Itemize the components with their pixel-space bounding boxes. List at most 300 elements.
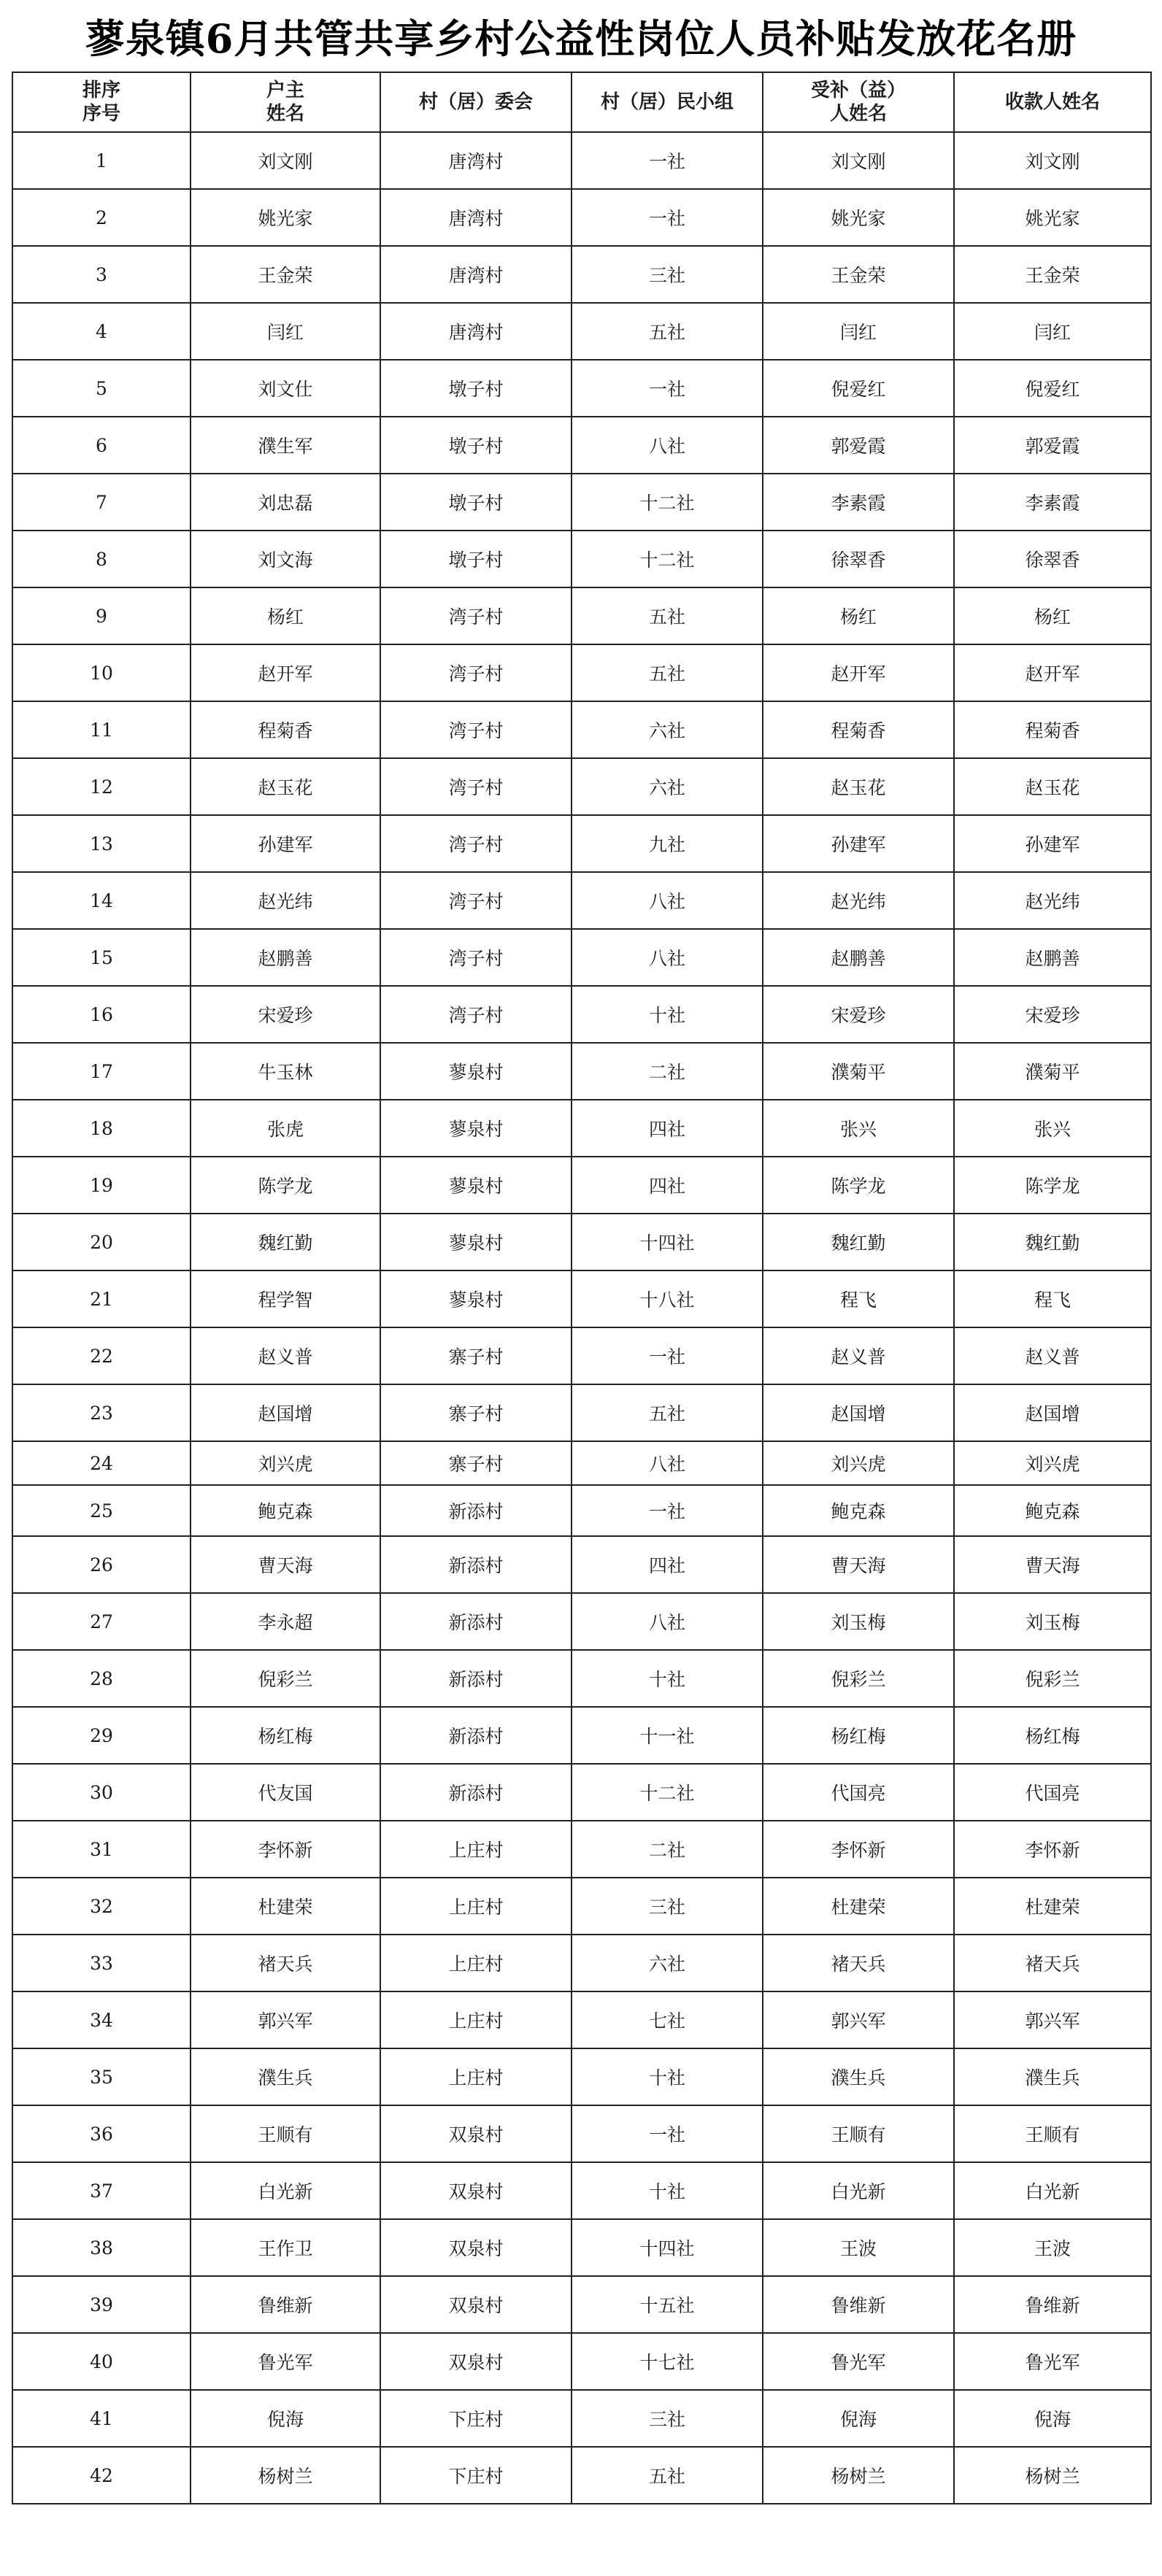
cell-village-committee: 寨子村 [380, 1441, 572, 1485]
cell-payee-name: 刘兴虎 [954, 1441, 1151, 1485]
cell-beneficiary-name: 赵光纬 [763, 872, 954, 929]
table-row [12, 1707, 1151, 1764]
cell-payee-name: 刘文刚 [954, 132, 1151, 189]
cell-village-committee: 双泉村 [380, 2105, 572, 2162]
cell-beneficiary-name: 陈学龙 [763, 1157, 954, 1214]
cell-payee-name: 杜建荣 [954, 1878, 1151, 1935]
table-row [12, 1270, 1151, 1327]
cell-householder-name: 王顺有 [191, 2105, 380, 2162]
cell-payee-name: 倪彩兰 [954, 1650, 1151, 1707]
table-row [12, 1214, 1151, 1270]
cell-serial-number: 13 [12, 815, 191, 872]
cell-serial-number: 18 [12, 1100, 191, 1157]
cell-serial-number: 7 [12, 474, 191, 531]
table-row [12, 758, 1151, 815]
cell-villager-group: 九社 [572, 815, 763, 872]
cell-beneficiary-name: 刘文刚 [763, 132, 954, 189]
header-label-line: 收款人姓名 [1004, 91, 1100, 113]
table-row [12, 132, 1151, 189]
cell-village-committee: 上庄村 [380, 1821, 572, 1878]
header-householder-name [191, 72, 380, 132]
cell-village-committee: 新添村 [380, 1593, 572, 1650]
table-row [12, 1991, 1151, 2048]
cell-villager-group: 一社 [572, 1327, 763, 1384]
cell-payee-name: 濮菊平 [954, 1043, 1151, 1100]
cell-beneficiary-name: 徐翠香 [763, 531, 954, 587]
cell-serial-number: 22 [12, 1327, 191, 1384]
cell-villager-group: 二社 [572, 1043, 763, 1100]
cell-householder-name: 杨红 [191, 587, 380, 644]
cell-villager-group: 三社 [572, 246, 763, 303]
table-row [12, 1764, 1151, 1821]
cell-villager-group: 十社 [572, 2162, 763, 2219]
cell-serial-number: 16 [12, 986, 191, 1043]
header-village-committee [380, 72, 572, 132]
cell-villager-group: 六社 [572, 701, 763, 758]
cell-beneficiary-name: 倪彩兰 [763, 1650, 954, 1707]
cell-village-committee: 上庄村 [380, 1935, 572, 1991]
table-row [12, 644, 1151, 701]
cell-beneficiary-name: 赵义普 [763, 1327, 954, 1384]
table-row [12, 1441, 1151, 1485]
cell-serial-number: 14 [12, 872, 191, 929]
table-header [12, 72, 1151, 132]
cell-villager-group: 十二社 [572, 474, 763, 531]
cell-payee-name: 陈学龙 [954, 1157, 1151, 1214]
cell-payee-name: 王顺有 [954, 2105, 1151, 2162]
cell-serial-number: 20 [12, 1214, 191, 1270]
table-row [12, 1593, 1151, 1650]
cell-beneficiary-name: 刘玉梅 [763, 1593, 954, 1650]
cell-beneficiary-name: 鲁光军 [763, 2333, 954, 2390]
cell-village-committee: 蓼泉村 [380, 1157, 572, 1214]
cell-beneficiary-name: 刘兴虎 [763, 1441, 954, 1485]
cell-beneficiary-name: 褚天兵 [763, 1935, 954, 1991]
cell-householder-name: 宋爱珍 [191, 986, 380, 1043]
cell-householder-name: 赵开军 [191, 644, 380, 701]
cell-householder-name: 濮生兵 [191, 2048, 380, 2105]
cell-villager-group: 十五社 [572, 2276, 763, 2333]
cell-villager-group: 八社 [572, 929, 763, 986]
table-row [12, 189, 1151, 246]
cell-householder-name: 闫红 [191, 303, 380, 360]
cell-village-committee: 蓼泉村 [380, 1043, 572, 1100]
table-body [12, 132, 1151, 2504]
cell-village-committee: 湾子村 [380, 701, 572, 758]
cell-beneficiary-name: 郭爱霞 [763, 417, 954, 474]
cell-payee-name: 王波 [954, 2219, 1151, 2276]
cell-villager-group: 十社 [572, 1650, 763, 1707]
cell-village-committee: 双泉村 [380, 2276, 572, 2333]
table-row [12, 1650, 1151, 1707]
cell-serial-number: 38 [12, 2219, 191, 2276]
cell-payee-name: 赵义普 [954, 1327, 1151, 1384]
cell-payee-name: 程菊香 [954, 701, 1151, 758]
cell-householder-name: 刘文海 [191, 531, 380, 587]
cell-serial-number: 30 [12, 1764, 191, 1821]
cell-villager-group: 十二社 [572, 531, 763, 587]
cell-serial-number: 19 [12, 1157, 191, 1214]
header-label-line: 序号 [82, 103, 120, 125]
cell-payee-name: 郭爱霞 [954, 417, 1151, 474]
table-row [12, 531, 1151, 587]
cell-payee-name: 曹天海 [954, 1536, 1151, 1593]
cell-villager-group: 三社 [572, 2390, 763, 2447]
table-row [12, 2048, 1151, 2105]
cell-serial-number: 21 [12, 1270, 191, 1327]
cell-serial-number: 32 [12, 1878, 191, 1935]
cell-village-committee: 湾子村 [380, 644, 572, 701]
header-label-line: 排序 [82, 80, 120, 101]
cell-beneficiary-name: 倪海 [763, 2390, 954, 2447]
cell-villager-group: 四社 [572, 1536, 763, 1593]
table-row [12, 1100, 1151, 1157]
cell-payee-name: 魏红勤 [954, 1214, 1151, 1270]
cell-payee-name: 徐翠香 [954, 531, 1151, 587]
cell-householder-name: 赵玉花 [191, 758, 380, 815]
cell-beneficiary-name: 曹天海 [763, 1536, 954, 1593]
cell-beneficiary-name: 郭兴军 [763, 1991, 954, 2048]
cell-villager-group: 二社 [572, 1821, 763, 1878]
cell-village-committee: 上庄村 [380, 2048, 572, 2105]
header-villager-group [572, 72, 763, 132]
cell-payee-name: 郭兴军 [954, 1991, 1151, 2048]
header-label-line: 受补（益） [810, 80, 906, 101]
cell-beneficiary-name: 程飞 [763, 1270, 954, 1327]
cell-beneficiary-name: 李素霞 [763, 474, 954, 531]
cell-payee-name: 倪海 [954, 2390, 1151, 2447]
cell-householder-name: 李怀新 [191, 1821, 380, 1878]
cell-serial-number: 12 [12, 758, 191, 815]
table-row [12, 360, 1151, 417]
table-row [12, 701, 1151, 758]
cell-village-committee: 上庄村 [380, 1991, 572, 2048]
table-row [12, 1821, 1151, 1878]
cell-villager-group: 六社 [572, 758, 763, 815]
cell-beneficiary-name: 张兴 [763, 1100, 954, 1157]
cell-householder-name: 程学智 [191, 1270, 380, 1327]
cell-beneficiary-name: 闫红 [763, 303, 954, 360]
cell-householder-name: 孙建军 [191, 815, 380, 872]
table-row [12, 2276, 1151, 2333]
cell-serial-number: 2 [12, 189, 191, 246]
cell-serial-number: 23 [12, 1384, 191, 1441]
cell-payee-name: 李怀新 [954, 1821, 1151, 1878]
cell-serial-number: 25 [12, 1485, 191, 1536]
table-row [12, 246, 1151, 303]
cell-village-committee: 唐湾村 [380, 132, 572, 189]
cell-village-committee: 寨子村 [380, 1327, 572, 1384]
cell-serial-number: 39 [12, 2276, 191, 2333]
cell-householder-name: 鲍克森 [191, 1485, 380, 1536]
cell-village-committee: 下庄村 [380, 2390, 572, 2447]
cell-beneficiary-name: 赵国增 [763, 1384, 954, 1441]
cell-village-committee: 双泉村 [380, 2333, 572, 2390]
cell-payee-name: 赵玉花 [954, 758, 1151, 815]
cell-beneficiary-name: 孙建军 [763, 815, 954, 872]
cell-payee-name: 倪爱红 [954, 360, 1151, 417]
table-row [12, 2447, 1151, 2504]
cell-householder-name: 赵光纬 [191, 872, 380, 929]
cell-householder-name: 赵义普 [191, 1327, 380, 1384]
cell-villager-group: 四社 [572, 1100, 763, 1157]
cell-serial-number: 27 [12, 1593, 191, 1650]
table-row [12, 2219, 1151, 2276]
cell-payee-name: 鲍克森 [954, 1485, 1151, 1536]
cell-village-committee: 墩子村 [380, 360, 572, 417]
cell-beneficiary-name: 姚光家 [763, 189, 954, 246]
cell-beneficiary-name: 赵玉花 [763, 758, 954, 815]
table-row [12, 2333, 1151, 2390]
table-row [12, 1157, 1151, 1214]
cell-serial-number: 41 [12, 2390, 191, 2447]
cell-serial-number: 33 [12, 1935, 191, 1991]
cell-beneficiary-name: 杨红梅 [763, 1707, 954, 1764]
cell-beneficiary-name: 王金荣 [763, 246, 954, 303]
cell-payee-name: 代国亮 [954, 1764, 1151, 1821]
cell-householder-name: 刘忠磊 [191, 474, 380, 531]
cell-villager-group: 一社 [572, 360, 763, 417]
cell-serial-number: 26 [12, 1536, 191, 1593]
cell-village-committee: 湾子村 [380, 758, 572, 815]
cell-villager-group: 八社 [572, 1441, 763, 1485]
cell-villager-group: 十一社 [572, 1707, 763, 1764]
table-row [12, 1935, 1151, 1991]
page-title: 蓼泉镇6月共管共享乡村公益性岗位人员补贴发放花名册 [85, 15, 1077, 62]
table-row [12, 1043, 1151, 1100]
cell-village-committee: 下庄村 [380, 2447, 572, 2504]
cell-village-committee: 双泉村 [380, 2162, 572, 2219]
header-label-line: 村（居）委会 [418, 91, 533, 113]
cell-householder-name: 牛玉林 [191, 1043, 380, 1100]
roster-table [12, 72, 1152, 2504]
cell-householder-name: 褚天兵 [191, 1935, 380, 1991]
table-row [12, 587, 1151, 644]
cell-villager-group: 十四社 [572, 1214, 763, 1270]
cell-payee-name: 程飞 [954, 1270, 1151, 1327]
cell-village-committee: 新添村 [380, 1707, 572, 1764]
cell-beneficiary-name: 王波 [763, 2219, 954, 2276]
cell-serial-number: 4 [12, 303, 191, 360]
cell-beneficiary-name: 鲁维新 [763, 2276, 954, 2333]
cell-householder-name: 白光新 [191, 2162, 380, 2219]
cell-payee-name: 姚光家 [954, 189, 1151, 246]
cell-householder-name: 刘文仕 [191, 360, 380, 417]
cell-payee-name: 赵光纬 [954, 872, 1151, 929]
header-beneficiary-name [763, 72, 954, 132]
cell-payee-name: 孙建军 [954, 815, 1151, 872]
cell-serial-number: 34 [12, 1991, 191, 2048]
cell-householder-name: 鲁维新 [191, 2276, 380, 2333]
header-label-line: 人姓名 [829, 103, 887, 125]
cell-beneficiary-name: 杜建荣 [763, 1878, 954, 1935]
cell-villager-group: 一社 [572, 1485, 763, 1536]
cell-serial-number: 10 [12, 644, 191, 701]
table-row [12, 417, 1151, 474]
cell-payee-name: 褚天兵 [954, 1935, 1151, 1991]
cell-villager-group: 七社 [572, 1991, 763, 2048]
cell-householder-name: 倪海 [191, 2390, 380, 2447]
cell-payee-name: 杨红 [954, 587, 1151, 644]
cell-village-committee: 湾子村 [380, 587, 572, 644]
cell-householder-name: 赵国增 [191, 1384, 380, 1441]
cell-village-committee: 湾子村 [380, 815, 572, 872]
cell-villager-group: 四社 [572, 1157, 763, 1214]
cell-beneficiary-name: 倪爱红 [763, 360, 954, 417]
cell-beneficiary-name: 程菊香 [763, 701, 954, 758]
cell-payee-name: 刘玉梅 [954, 1593, 1151, 1650]
cell-serial-number: 35 [12, 2048, 191, 2105]
cell-village-committee: 唐湾村 [380, 246, 572, 303]
table-row [12, 929, 1151, 986]
cell-villager-group: 十四社 [572, 2219, 763, 2276]
table-row [12, 1536, 1151, 1593]
cell-villager-group: 八社 [572, 1593, 763, 1650]
cell-householder-name: 魏红勤 [191, 1214, 380, 1270]
cell-village-committee: 双泉村 [380, 2219, 572, 2276]
cell-villager-group: 十八社 [572, 1270, 763, 1327]
cell-payee-name: 赵国增 [954, 1384, 1151, 1441]
cell-serial-number: 36 [12, 2105, 191, 2162]
cell-villager-group: 十七社 [572, 2333, 763, 2390]
cell-village-committee: 新添村 [380, 1536, 572, 1593]
cell-villager-group: 六社 [572, 1935, 763, 1991]
cell-villager-group: 十社 [572, 2048, 763, 2105]
cell-village-committee: 墩子村 [380, 417, 572, 474]
table-row [12, 872, 1151, 929]
cell-village-committee: 唐湾村 [380, 303, 572, 360]
cell-serial-number: 6 [12, 417, 191, 474]
cell-householder-name: 张虎 [191, 1100, 380, 1157]
header-label-line: 姓名 [266, 103, 304, 125]
cell-serial-number: 15 [12, 929, 191, 986]
cell-serial-number: 42 [12, 2447, 191, 2504]
cell-beneficiary-name: 赵开军 [763, 644, 954, 701]
cell-beneficiary-name: 王顺有 [763, 2105, 954, 2162]
cell-beneficiary-name: 代国亮 [763, 1764, 954, 1821]
cell-payee-name: 杨树兰 [954, 2447, 1151, 2504]
cell-village-committee: 新添村 [380, 1485, 572, 1536]
cell-payee-name: 王金荣 [954, 246, 1151, 303]
cell-village-committee: 湾子村 [380, 872, 572, 929]
cell-householder-name: 刘文刚 [191, 132, 380, 189]
cell-village-committee: 新添村 [380, 1764, 572, 1821]
header-label-line: 村（居）民小组 [600, 91, 734, 113]
cell-serial-number: 17 [12, 1043, 191, 1100]
header-row [12, 72, 1151, 132]
cell-village-committee: 湾子村 [380, 986, 572, 1043]
cell-beneficiary-name: 杨红 [763, 587, 954, 644]
cell-householder-name: 刘兴虎 [191, 1441, 380, 1485]
table-row [12, 303, 1151, 360]
cell-beneficiary-name: 赵鹏善 [763, 929, 954, 986]
table-row [12, 2162, 1151, 2219]
cell-serial-number: 9 [12, 587, 191, 644]
cell-village-committee: 寨子村 [380, 1384, 572, 1441]
cell-village-committee: 新添村 [380, 1650, 572, 1707]
table-row [12, 815, 1151, 872]
cell-village-committee: 蓼泉村 [380, 1214, 572, 1270]
cell-householder-name: 倪彩兰 [191, 1650, 380, 1707]
cell-payee-name: 鲁光军 [954, 2333, 1151, 2390]
cell-serial-number: 31 [12, 1821, 191, 1878]
cell-villager-group: 五社 [572, 303, 763, 360]
cell-householder-name: 濮生军 [191, 417, 380, 474]
cell-villager-group: 五社 [572, 587, 763, 644]
cell-villager-group: 一社 [572, 189, 763, 246]
cell-beneficiary-name: 杨树兰 [763, 2447, 954, 2504]
cell-village-committee: 上庄村 [380, 1878, 572, 1935]
cell-villager-group: 十二社 [572, 1764, 763, 1821]
cell-householder-name: 姚光家 [191, 189, 380, 246]
cell-serial-number: 24 [12, 1441, 191, 1485]
table-row [12, 1327, 1151, 1384]
table-row [12, 474, 1151, 531]
cell-payee-name: 白光新 [954, 2162, 1151, 2219]
cell-village-committee: 蓼泉村 [380, 1100, 572, 1157]
cell-householder-name: 赵鹏善 [191, 929, 380, 986]
cell-villager-group: 五社 [572, 2447, 763, 2504]
cell-beneficiary-name: 宋爱珍 [763, 986, 954, 1043]
cell-householder-name: 曹天海 [191, 1536, 380, 1593]
cell-villager-group: 一社 [572, 132, 763, 189]
cell-payee-name: 闫红 [954, 303, 1151, 360]
cell-householder-name: 鲁光军 [191, 2333, 380, 2390]
cell-serial-number: 1 [12, 132, 191, 189]
cell-payee-name: 杨红梅 [954, 1707, 1151, 1764]
header-label-line: 户主 [266, 80, 304, 101]
cell-householder-name: 杨树兰 [191, 2447, 380, 2504]
cell-householder-name: 杜建荣 [191, 1878, 380, 1935]
table-row [12, 2105, 1151, 2162]
cell-payee-name: 赵开军 [954, 644, 1151, 701]
cell-householder-name: 杨红梅 [191, 1707, 380, 1764]
cell-villager-group: 八社 [572, 872, 763, 929]
cell-beneficiary-name: 鲍克森 [763, 1485, 954, 1536]
cell-villager-group: 八社 [572, 417, 763, 474]
cell-beneficiary-name: 濮生兵 [763, 2048, 954, 2105]
cell-villager-group: 一社 [572, 2105, 763, 2162]
cell-village-committee: 唐湾村 [380, 189, 572, 246]
cell-village-committee: 墩子村 [380, 474, 572, 531]
cell-serial-number: 28 [12, 1650, 191, 1707]
cell-householder-name: 郭兴军 [191, 1991, 380, 2048]
table-row [12, 1384, 1151, 1441]
cell-village-committee: 墩子村 [380, 531, 572, 587]
cell-householder-name: 李永超 [191, 1593, 380, 1650]
cell-beneficiary-name: 濮菊平 [763, 1043, 954, 1100]
table-row [12, 1878, 1151, 1935]
cell-beneficiary-name: 白光新 [763, 2162, 954, 2219]
cell-householder-name: 王作卫 [191, 2219, 380, 2276]
cell-villager-group: 五社 [572, 1384, 763, 1441]
cell-payee-name: 赵鹏善 [954, 929, 1151, 986]
cell-payee-name: 张兴 [954, 1100, 1151, 1157]
cell-serial-number: 3 [12, 246, 191, 303]
cell-village-committee: 蓼泉村 [380, 1270, 572, 1327]
cell-beneficiary-name: 魏红勤 [763, 1214, 954, 1270]
cell-householder-name: 陈学龙 [191, 1157, 380, 1214]
cell-serial-number: 29 [12, 1707, 191, 1764]
cell-payee-name: 李素霞 [954, 474, 1151, 531]
cell-serial-number: 8 [12, 531, 191, 587]
table-row [12, 2390, 1151, 2447]
cell-serial-number: 11 [12, 701, 191, 758]
cell-payee-name: 濮生兵 [954, 2048, 1151, 2105]
cell-payee-name: 宋爱珍 [954, 986, 1151, 1043]
cell-villager-group: 五社 [572, 644, 763, 701]
cell-payee-name: 鲁维新 [954, 2276, 1151, 2333]
